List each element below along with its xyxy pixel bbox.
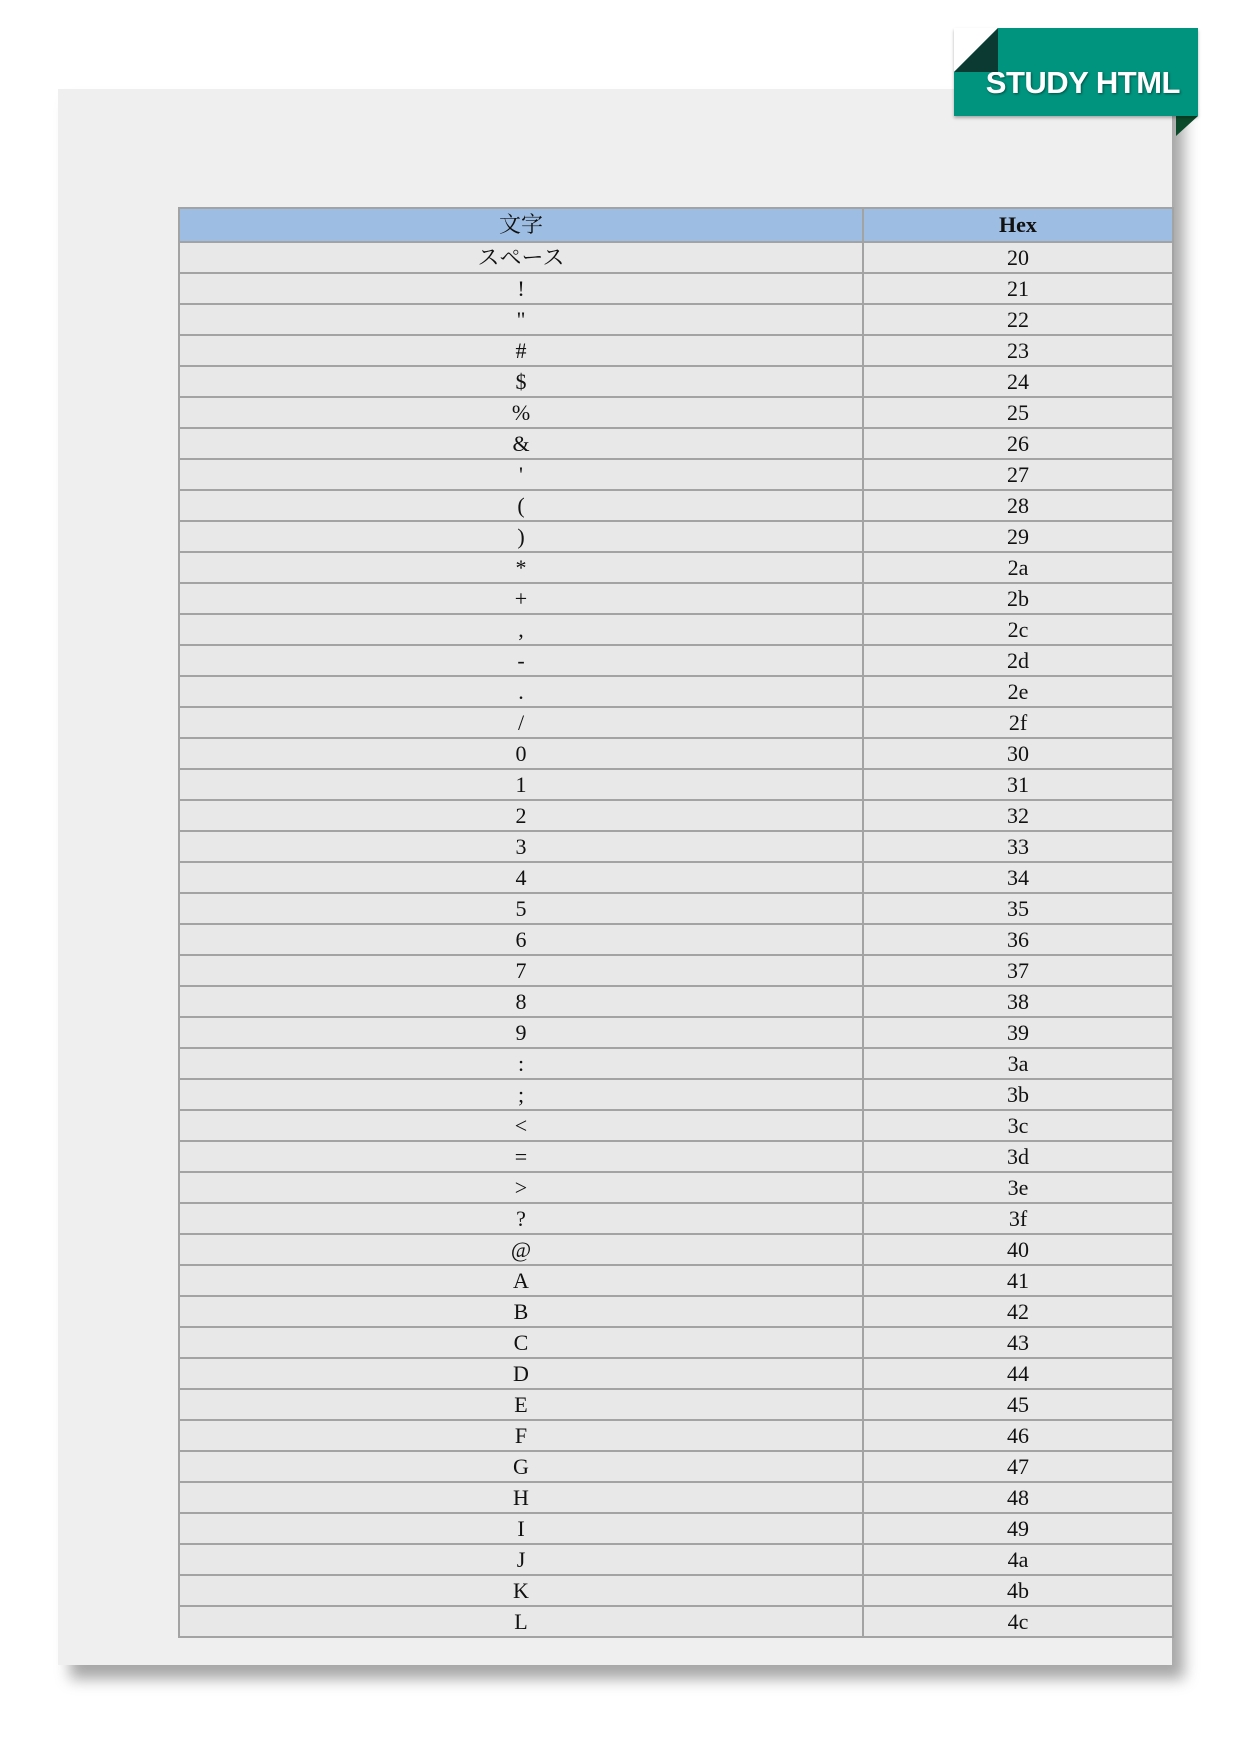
cell-char: B xyxy=(179,1296,863,1327)
cell-char: ' xyxy=(179,459,863,490)
table-row xyxy=(179,924,1173,955)
cell-hex: 35 xyxy=(863,893,1173,924)
table-row xyxy=(179,1358,1173,1389)
table-row xyxy=(179,986,1173,1017)
table-row xyxy=(179,490,1173,521)
table-row xyxy=(179,366,1173,397)
cell-char: ) xyxy=(179,521,863,552)
cell-char: I xyxy=(179,1513,863,1544)
table-row xyxy=(179,1048,1173,1079)
table-row xyxy=(179,521,1173,552)
cell-char: ! xyxy=(179,273,863,304)
table-row xyxy=(179,583,1173,614)
cell-hex: 3f xyxy=(863,1203,1173,1234)
cell-hex: 46 xyxy=(863,1420,1173,1451)
cell-hex: 2c xyxy=(863,614,1173,645)
cell-hex: 2f xyxy=(863,707,1173,738)
cell-hex: 43 xyxy=(863,1327,1173,1358)
table-row xyxy=(179,1141,1173,1172)
cell-char: : xyxy=(179,1048,863,1079)
cell-hex: 32 xyxy=(863,800,1173,831)
cell-hex: 4c xyxy=(863,1606,1173,1637)
table-row xyxy=(179,273,1173,304)
cell-char: 9 xyxy=(179,1017,863,1048)
cell-char: 8 xyxy=(179,986,863,1017)
cell-char: > xyxy=(179,1172,863,1203)
table-row xyxy=(179,645,1173,676)
cell-hex: 21 xyxy=(863,273,1173,304)
cell-char: G xyxy=(179,1451,863,1482)
cell-hex: 3b xyxy=(863,1079,1173,1110)
cell-hex: 4a xyxy=(863,1544,1173,1575)
cell-hex: 48 xyxy=(863,1482,1173,1513)
cell-char: スペース xyxy=(179,242,863,273)
cell-char: ( xyxy=(179,490,863,521)
cell-char: " xyxy=(179,304,863,335)
cell-hex: 31 xyxy=(863,769,1173,800)
badge-corner-shadow xyxy=(954,28,998,72)
cell-char: , xyxy=(179,614,863,645)
cell-hex: 49 xyxy=(863,1513,1173,1544)
table-row xyxy=(179,707,1173,738)
cell-char: D xyxy=(179,1358,863,1389)
cell-char: & xyxy=(179,428,863,459)
cell-char: < xyxy=(179,1110,863,1141)
cell-hex: 45 xyxy=(863,1389,1173,1420)
cell-char: E xyxy=(179,1389,863,1420)
cell-char: ? xyxy=(179,1203,863,1234)
cell-char: - xyxy=(179,645,863,676)
table-row xyxy=(179,1606,1173,1637)
table-row xyxy=(179,831,1173,862)
column-header-hex: Hex xyxy=(863,208,1173,242)
cell-char: 6 xyxy=(179,924,863,955)
table-row xyxy=(179,1265,1173,1296)
cell-hex: 44 xyxy=(863,1358,1173,1389)
table-row xyxy=(179,676,1173,707)
cell-hex: 36 xyxy=(863,924,1173,955)
cell-char: F xyxy=(179,1420,863,1451)
cell-char: . xyxy=(179,676,863,707)
cell-char: H xyxy=(179,1482,863,1513)
cell-hex: 23 xyxy=(863,335,1173,366)
cell-char: J xyxy=(179,1544,863,1575)
table-header-row xyxy=(179,208,1173,242)
table-row xyxy=(179,738,1173,769)
cell-hex: 41 xyxy=(863,1265,1173,1296)
cell-hex: 39 xyxy=(863,1017,1173,1048)
table-row xyxy=(179,304,1173,335)
table-row xyxy=(179,1172,1173,1203)
column-header-char: 文字 xyxy=(179,208,863,242)
table-row xyxy=(179,1389,1173,1420)
cell-hex: 42 xyxy=(863,1296,1173,1327)
table-row xyxy=(179,1110,1173,1141)
cell-hex: 22 xyxy=(863,304,1173,335)
table-row xyxy=(179,614,1173,645)
table-row xyxy=(179,242,1173,273)
cell-hex: 20 xyxy=(863,242,1173,273)
table-row xyxy=(179,1079,1173,1110)
cell-char: K xyxy=(179,1575,863,1606)
cell-hex: 34 xyxy=(863,862,1173,893)
table-row xyxy=(179,1017,1173,1048)
cell-hex: 3d xyxy=(863,1141,1173,1172)
cell-hex: 27 xyxy=(863,459,1173,490)
cell-hex: 2e xyxy=(863,676,1173,707)
cell-char: 3 xyxy=(179,831,863,862)
table-row xyxy=(179,1575,1173,1606)
cell-char: ; xyxy=(179,1079,863,1110)
table-row xyxy=(179,769,1173,800)
cell-char: $ xyxy=(179,366,863,397)
table-row xyxy=(179,800,1173,831)
table-row xyxy=(179,397,1173,428)
table-row xyxy=(179,1203,1173,1234)
cell-hex: 33 xyxy=(863,831,1173,862)
table-row xyxy=(179,862,1173,893)
cell-char: % xyxy=(179,397,863,428)
cell-char: A xyxy=(179,1265,863,1296)
cell-hex: 38 xyxy=(863,986,1173,1017)
cell-char: 4 xyxy=(179,862,863,893)
table-row xyxy=(179,428,1173,459)
cell-char: 1 xyxy=(179,769,863,800)
cell-hex: 2b xyxy=(863,583,1173,614)
cell-hex: 37 xyxy=(863,955,1173,986)
cell-char: @ xyxy=(179,1234,863,1265)
cell-hex: 28 xyxy=(863,490,1173,521)
cell-char: 2 xyxy=(179,800,863,831)
badge-label: STUDY HTML xyxy=(985,65,1180,100)
cell-char: L xyxy=(179,1606,863,1637)
table-row xyxy=(179,1482,1173,1513)
cell-hex: 3c xyxy=(863,1110,1173,1141)
cell-hex: 3e xyxy=(863,1172,1173,1203)
cell-char: # xyxy=(179,335,863,366)
table-row xyxy=(179,552,1173,583)
table-row xyxy=(179,1296,1173,1327)
cell-hex: 25 xyxy=(863,397,1173,428)
cell-hex: 29 xyxy=(863,521,1173,552)
table-row xyxy=(179,893,1173,924)
cell-hex: 40 xyxy=(863,1234,1173,1265)
cell-hex: 26 xyxy=(863,428,1173,459)
cell-hex: 30 xyxy=(863,738,1173,769)
table-row xyxy=(179,1234,1173,1265)
badge-tail-shape xyxy=(1176,116,1198,136)
table-row xyxy=(179,1544,1173,1575)
table-row xyxy=(179,1327,1173,1358)
cell-char: = xyxy=(179,1141,863,1172)
cell-hex: 2d xyxy=(863,645,1173,676)
cell-char: / xyxy=(179,707,863,738)
table-row xyxy=(179,955,1173,986)
cell-hex: 3a xyxy=(863,1048,1173,1079)
table-row xyxy=(179,1513,1173,1544)
table-row xyxy=(179,1451,1173,1482)
cell-char: 7 xyxy=(179,955,863,986)
cell-hex: 4b xyxy=(863,1575,1173,1606)
table-row xyxy=(179,1420,1173,1451)
table-row xyxy=(179,335,1173,366)
cell-hex: 2a xyxy=(863,552,1173,583)
cell-hex: 24 xyxy=(863,366,1173,397)
cell-char: + xyxy=(179,583,863,614)
cell-char: C xyxy=(179,1327,863,1358)
cell-char: 0 xyxy=(179,738,863,769)
document-page xyxy=(58,89,1172,1665)
table-body xyxy=(179,242,1173,1637)
cell-char: 5 xyxy=(179,893,863,924)
cell-hex: 47 xyxy=(863,1451,1173,1482)
ascii-hex-table xyxy=(178,207,1174,1638)
table-row xyxy=(179,459,1173,490)
cell-char: * xyxy=(179,552,863,583)
